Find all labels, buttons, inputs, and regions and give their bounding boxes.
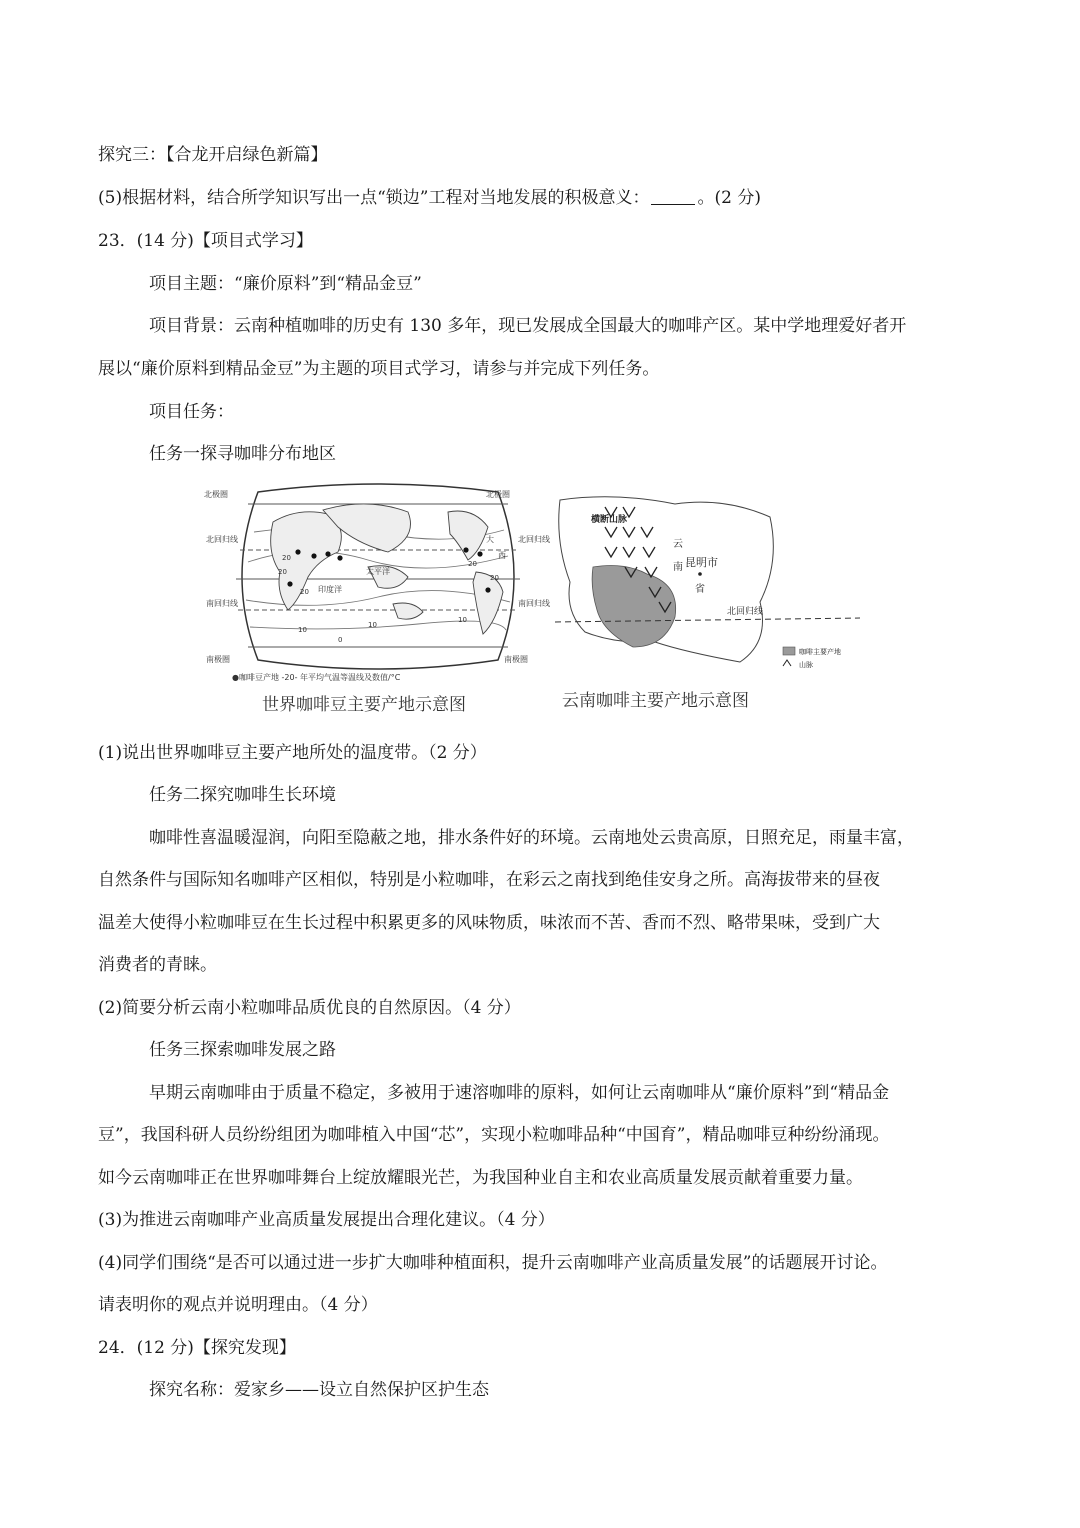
yunnan-coffee-map [555,492,860,680]
svg-text:西: 西 [498,551,506,560]
paragraph-2-line-4: 消费者的青睐。 [98,955,217,975]
question-5-text: (5)根据材料，结合所学知识写出一点“锁边”工程对当地发展的积极意义： [98,188,650,208]
section-heading: 探究三：【合龙开启绿色新篇】 [98,145,328,165]
question-4-line-2: 请表明你的观点并说明理由。（4 分） [98,1295,378,1315]
svg-text:南回归线: 南回归线 [518,599,550,608]
svg-text:南回归线: 南回归线 [206,599,238,608]
task-2-title: 任务二探究咖啡生长环境 [149,785,336,805]
svg-text:省: 省 [695,584,705,595]
project-background-1: 项目背景：云南种植咖啡的历史有 130 多年，现已发展成全国最大的咖啡产区。某中学地理爱好者开 [149,316,907,336]
svg-text:20: 20 [282,554,291,562]
svg-text:北回归线: 北回归线 [206,535,238,544]
paragraph-2-line-3: 温差大使得小粒咖啡豆在生长过程中积累更多的风味物质，味浓而不苦、香而不烈、略带果味，受到广大 [98,913,880,933]
svg-text:印度洋: 印度洋 [318,585,342,594]
paragraph-2-line-1: 咖啡性喜温暖湿润，向阳至隐蔽之地，排水条件好的环境。云南地处云贵高原，日照充足，雨量丰富， [149,828,914,848]
question-5-score: 。(2 分) [697,188,761,208]
svg-text:北极圈: 北极圈 [204,490,228,499]
project-theme: 项目主题：“廉价原料”到“精品金豆” [149,274,422,294]
question-4-line-1: (4)同学们围绕“是否可以通过进一步扩大咖啡种植面积，提升云南咖啡产业高质量发展”的话题展开讨论。 [98,1253,888,1273]
world-map-caption: 世界咖啡豆主要产地示意图 [262,695,466,715]
yunnan-map-caption: 云南咖啡主要产地示意图 [562,691,749,711]
svg-text:北回归线: 北回归线 [518,535,550,544]
project-tasks: 项目任务： [149,402,234,422]
svg-text:0: 0 [338,636,343,644]
svg-text:山脉: 山脉 [799,661,813,669]
svg-text:20: 20 [300,588,309,596]
svg-text:20: 20 [468,560,477,568]
svg-text:南极圈: 南极圈 [206,655,230,664]
question-3: (3)为推进云南咖啡产业高质量发展提出合理化建议。（4 分） [98,1210,555,1230]
question-1: (1)说出世界咖啡豆主要产地所处的温度带。（2 分） [98,743,487,763]
svg-text:太平洋: 太平洋 [366,567,390,576]
svg-text:云: 云 [673,539,683,550]
question-5 [98,186,761,210]
paragraph-3-line-2: 豆”，我国科研人员纷纷组团为咖啡植入中国“芯”，实现小粒咖啡品种“中国育”，精品咖啡豆种纷纷涌现。 [98,1125,890,1145]
paragraph-3-line-1: 早期云南咖啡由于质量不稳定，多被用于速溶咖啡的原料，如何让云南咖啡从“廉价原料”到“精品金 [149,1083,890,1103]
svg-text:●咖啡豆产地 -20- 年平均气温等温线及数值/°C: ●咖啡豆产地 -20- 年平均气温等温线及数值/°C [232,673,401,682]
paragraph-3-line-3: 如今云南咖啡正在世界咖啡舞台上绽放耀眼光芒，为我国种业自主和农业高质量发展贡献着重要力量。 [98,1168,863,1188]
task-1-title: 任务一探寻咖啡分布地区 [149,444,336,464]
svg-text:北回归线: 北回归线 [727,607,764,617]
svg-text:大: 大 [486,535,494,544]
question-24-title: 24．(12 分)【探究发现】 [98,1338,296,1358]
svg-text:20: 20 [278,568,287,576]
task-3-title: 任务三探索咖啡发展之路 [149,1040,336,1060]
world-coffee-map [204,482,550,682]
svg-text:昆明市: 昆明市 [685,556,718,569]
svg-text:10: 10 [298,626,307,634]
svg-text:横断山脉: 横断山脉 [591,515,628,525]
answer-blank[interactable] [651,188,695,205]
project-background-2: 展以“廉价原料到精品金豆”为主题的项目式学习，请参与并完成下列任务。 [98,359,660,379]
svg-text:南极圈: 南极圈 [504,655,528,664]
inquiry-name: 探究名称：爱家乡——设立自然保护区护生态 [149,1380,489,1400]
svg-text:10: 10 [368,621,377,629]
question-2: (2)简要分析云南小粒咖啡品质优良的自然原因。（4 分） [98,998,521,1018]
question-23-title: 23．(14 分)【项目式学习】 [98,231,313,251]
svg-text:20: 20 [490,574,499,582]
svg-text:10: 10 [458,616,467,624]
svg-text:咖啡主要产地: 咖啡主要产地 [799,648,841,656]
svg-text:北极圈: 北极圈 [486,490,510,499]
paragraph-2-line-2: 自然条件与国际知名咖啡产区相似，特别是小粒咖啡，在彩云之南找到绝佳安身之所。高海拔带来的昼夜 [98,870,880,890]
svg-text:南: 南 [673,562,683,573]
